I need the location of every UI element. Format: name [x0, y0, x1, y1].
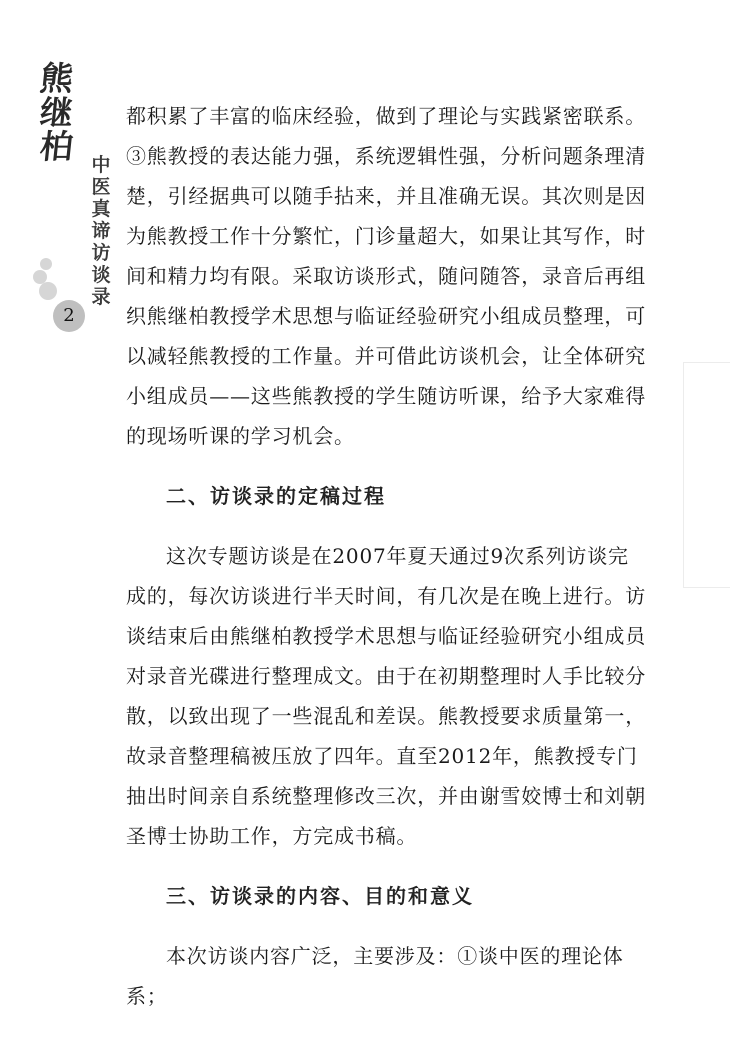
book-title-char: 录: [91, 286, 111, 308]
book-title-char: 真: [91, 198, 111, 220]
section-spacer: [126, 856, 646, 876]
section-heading: 二、访谈录的定稿过程: [166, 484, 386, 508]
signature-char: 继: [37, 93, 75, 132]
decorative-dot: [40, 258, 52, 270]
book-title-vertical: [90, 154, 112, 308]
signature-char: 熊: [37, 59, 75, 98]
page-edge-decoration: [683, 362, 730, 588]
section-heading: 三、访谈录的内容、目的和意义: [166, 884, 474, 908]
section-spacer: [126, 456, 646, 476]
body-paragraph: 这次专题访谈是在2007年夏天通过9次系列访谈完成的，每次访谈进行半天时间，有几次是在晚上进行。访谈结束后由熊继柏教授学术思想与临证经验研究小组成员对录音光碟进行整理成文。由于在初期整理时人手比较分散，以致出现了一些混乱和差误。熊教授要求质量第一，故录音整理稿被压放了四年。直至2012年，熊教授专门抽出时间亲自系统整理修改三次，并由谢雪姣博士和刘朝圣博士协助工作，方完成书稿。: [126, 544, 646, 848]
book-title-char: 访: [91, 242, 111, 264]
section-spacer: [126, 916, 646, 936]
body-paragraph: 本次访谈内容广泛，主要涉及：①谈中医的理论体系；: [126, 944, 624, 1008]
book-title-char: 谛: [91, 220, 111, 242]
book-title-char: 谈: [91, 264, 111, 286]
body-paragraph: 都积累了丰富的临床经验，做到了理论与实践紧密联系。③熊教授的表达能力强，系统逻辑性强，分析问题条理清楚，引经据典可以随手拈来，并且准确无误。其次则是因为熊教授工作十分繁忙，门诊量超大，如果让其写作，时间和精力均有限。采取访谈形式，随问随答，录音后再组织熊继柏教授学术思想与临证经验研究小组成员整理，可以减轻熊教授的工作量。并可借此访谈机会，让全体研究小组成员——这些熊教授的学生随访听课，给予大家难得的现场听课的学习机会。: [126, 104, 646, 448]
section-spacer: [126, 516, 646, 536]
signature-char: 柏: [37, 127, 75, 166]
book-title-char: 医: [91, 176, 111, 198]
page-number-badge: 2: [53, 300, 85, 332]
author-signature-logo: [30, 59, 82, 166]
book-title-char: 中: [91, 154, 111, 176]
decorative-dot: [39, 282, 57, 300]
page-body: [126, 96, 646, 1016]
